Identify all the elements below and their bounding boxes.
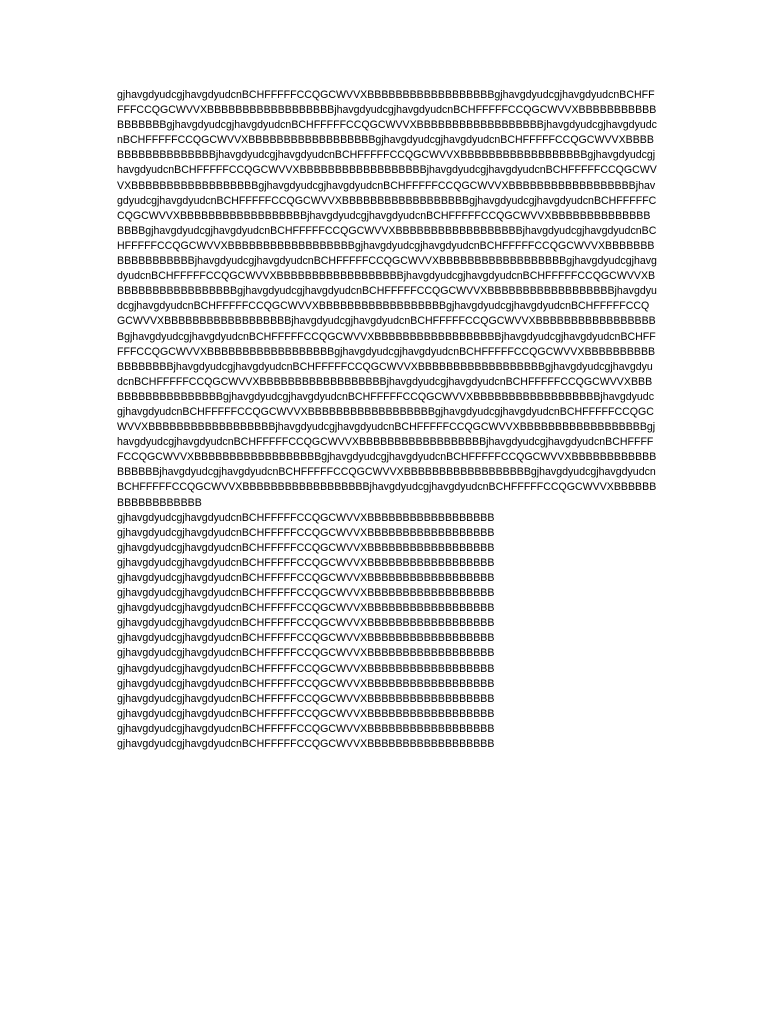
text-line: gjhavgdyudcgjhavgdyudcnBCHFFFFFCCQGCWVVXBBBBBBBBBBBBBBBBBB bbox=[117, 662, 495, 675]
document-body bbox=[117, 88, 657, 752]
text-line: gjhavgdyudcgjhavgdyudcnBCHFFFFFCCQGCWVVXBBBBBBBBBBBBBBBBBB bbox=[117, 647, 495, 660]
text-line: gjhavgdyudcgjhavgdyudcnBCHFFFFFCCQGCWVVXBBBBBBBBBBBBBBBBBB bbox=[117, 526, 495, 539]
text-line: gjhavgdyudcgjhavgdyudcnBCHFFFFFCCQGCWVVXBBBBBBBBBBBBBBBBBB bbox=[117, 722, 495, 735]
text-line: gjhavgdyudcgjhavgdyudcnBCHFFFFFCCQGCWVVXBBBBBBBBBBBBBBBBBB bbox=[117, 572, 495, 584]
text-line: gjhavgdyudcgjhavgdyudcnBCHFFFFFCCQGCWVVXBBBBBBBBBBBBBBBBBB bbox=[117, 677, 495, 690]
text-line: gjhavgdyudcgjhavgdyudcnBCHFFFFFCCQGCWVVXBBBBBBBBBBBBBBBBBB bbox=[117, 556, 495, 569]
text-line: gjhavgdyudcgjhavgdyudcnBCHFFFFFCCQGCWVVXBBBBBBBBBBBBBBBBBB bbox=[117, 541, 495, 554]
text-line: gjhavgdyudcgjhavgdyudcnBCHFFFFFCCQGCWVVXBBBBBBBBBBBBBBBBBB bbox=[117, 707, 495, 720]
text-line: gjhavgdyudcgjhavgdyudcnBCHFFFFFCCQGCWVVXBBBBBBBBBBBBBBBBBB bbox=[117, 692, 495, 705]
text-line: gjhavgdyudcgjhavgdyudcnBCHFFFFFCCQGCWVVXBBBBBBBBBBBBBBBBBB bbox=[117, 632, 495, 645]
text-line: gjhavgdyudcgjhavgdyudcnBCHFFFFFCCQGCWVVXBBBBBBBBBBBBBBBBBB bbox=[117, 617, 495, 630]
text-line: gjhavgdyudcgjhavgdyudcnBCHFFFFFCCQGCWVVXBBBBBBBBBBBBBBBBBB bbox=[117, 511, 495, 524]
repeated-lines-list bbox=[117, 511, 657, 753]
text-line: gjhavgdyudcgjhavgdyudcnBCHFFFFFCCQGCWVVXBBBBBBBBBBBBBBBBBB bbox=[117, 738, 495, 751]
body-paragraph: gjhavgdyudcgjhavgdyudcnBCHFFFFFCCQGCWVVXBBBBBBBBBBBBBBBBBBgjhavgdyudcgjhavgdyudcnBCHFFFFFCCQGCWVVXBBBBBBBBBBBBBBBBBBjhavgdyudcgjhavgdyudcnBCHFFFFFCCQGCWVVXBBBBBBBBBBBBBBBBBBgjhavgdyudcgjhavgdyudcnBCHFFFFFCCQGCWVVXBBBBBBBBBBBBBBBBBBjhavgdyudcgjhavgdyudcnBCHFFFFFCCQGCWVVXBBBBBBBBBBBBBBBBBBgjhavgdyudcgjhavgdyudcnBCHFFFFFCCQGCWVVXBBBBBBBBBBBBBBBBBBjhavgdyudcgjhavgdyudcnBCHFFFFFCCQGCWVVXBBBBBBBBBBBBBBBBBBgjhavgdyudcgjhavgdyudcnBCHFFFFFCCQGCWVVXBBBBBBBBBBBBBBBBBBjhavgdyudcgjhavgdyudcnBCHFFFFFCCQGCWVVXBBBBBBBBBBBBBBBBBBgjhavgdyudcgjhavgdyudcnBCHFFFFFCCQGCWVVXBBBBBBBBBBBBBBBBBBjhavgdyudcgjhavgdyudcnBCHFFFFFCCQGCWVVXBBBBBBBBBBBBBBBBBBgjhavgdyudcgjhavgdyudcnBCHFFFFFCCQGCWVVXBBBBBBBBBBBBBBBBBBjhavgdyudcgjhavgdyudcnBCHFFFFFCCQGCWVVXBBBBBBBBBBBBBBBBBBgjhavgdyudcgjhavgdyudcnBCHFFFFFCCQGCWVVXBBBBBBBBBBBBBBBBBBjhavgdyudcgjhavgdyudcnBCHFFFFFCCQGCWVVXBBBBBBBBBBBBBBBBBBgjhavgdyudcgjhavgdyudcnBCHFFFFFCCQGCWVVXBBBBBBBBBBBBBBBBBBjhavgdyudcgjhavgdyudcnBCHFFFFFCCQGCWVVXBBBBBBBBBBBBBBBBBBgjhavgdyudcgjhavgdyudcnBCHFFFFFCCQGCWVVXBBBBBBBBBBBBBBBBBBjhavgdyudcgjhavgdyudcnBCHFFFFFCCQGCWVVXBBBBBBBBBBBBBBBBBBgjhavgdyudcgjhavgdyudcnBCHFFFFFCCQGCWVVXBBBBBBBBBBBBBBBBBBjhavgdyudcgjhavgdyudcnBCHFFFFFCCQGCWVVXBBBBBBBBBBBBBBBBBBgjhavgdyudcgjhavgdyudcnBCHFFFFFCCQGCWVVXBBBBBBBBBBBBBBBBBBjhavgdyudcgjhavgdyudcnBCHFFFFFCCQGCWVVXBBBBBBBBBBBBBBBBBBgjhavgdyudcgjhavgdyudcnBCHFFFFFCCQGCWVVXBBBBBBBBBBBBBBBBBBjhavgdyudcgjhavgdyudcnBCHFFFFFCCQGCWVVXBBBBBBBBBBBBBBBBBBgjhavgdyudcgjhavgdyudcnBCHFFFFFCCQGCWVVXBBBBBBBBBBBBBBBBBBjhavgdyudcgjhavgdyudcnBCHFFFFFCCQGCWVVXBBBBBBBBBBBBBBBBBBgjhavgdyudcgjhavgdyudcnBCHFFFFFCCQGCWVVXBBBBBBBBBBBBBBBBBBjhavgdyudcgjhavgdyudcnBCHFFFFFCCQGCWVVXBBBBBBBBBBBBBBBBBBgjhavgdyudcgjhavgdyudcnBCHFFFFFCCQGCWVVXBBBBBBBBBBBBBBBBBBjhavgdyudcgjhavgdyudcnBCHFFFFFCCQGCWVVXBBBBBBBBBBBBBBBBBBgjhavgdyudcgjhavgdyudcnBCHFFFFFCCQGCWVVXBBBBBBBBBBBBBBBBBBjhavgdyudcgjhavgdyudcnBCHFFFFFCCQGCWVVXBBBBBBBBBBBBBBBBBBgjhavgdyudcgjhavgdyudcnBCHFFFFFCCQGCWVVXBBBBBBBBBBBBBBBBBBjhavgdyudcgjhavgdyudcnBCHFFFFFCCQGCWVVXBBBBBBBBBBBBBBBBBBgjhavgdyudcgjhavgdyudcnBCHFFFFFCCQGCWVVXBBBBBBBBBBBBBBBBBBjhavgdyudcgjhavgdyudcnBCHFFFFFCCQGCWVVXBBBBBBBBBBBBBBBBBBgjhavgdyudcgjhavgdyudcnBCHFFFFFCCQGCWVVXBBBBBBBBBBBBBBBBBBjhavgdyudcgjhavgdyudcnBCHFFFFFCCQGCWVVXBBBBBBBBBBBBBBBBBB bbox=[117, 89, 657, 509]
text-line: gjhavgdyudcgjhavgdyudcnBCHFFFFFCCQGCWVVXBBBBBBBBBBBBBBBBBB bbox=[117, 587, 495, 600]
text-line: gjhavgdyudcgjhavgdyudcnBCHFFFFFCCQGCWVVXBBBBBBBBBBBBBBBBBB bbox=[117, 602, 495, 615]
